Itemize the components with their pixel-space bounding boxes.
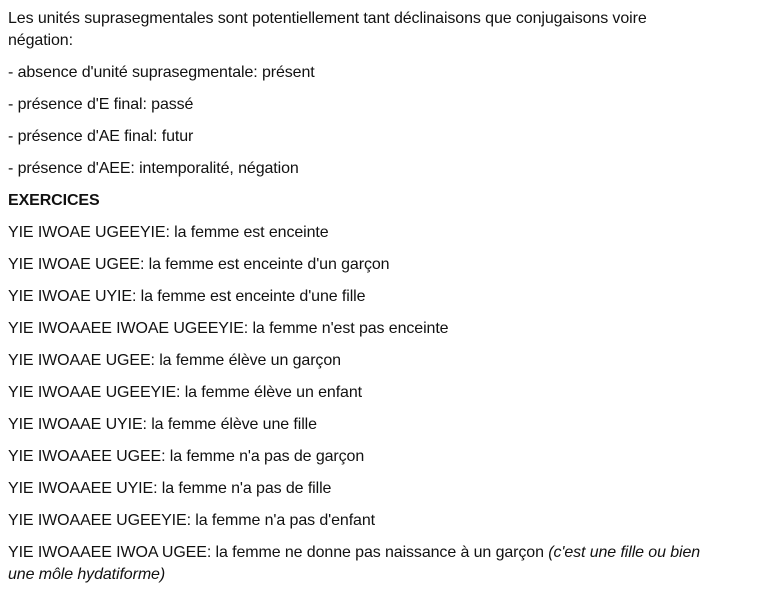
exercise-item: YIE IWOAAEE UYIE: la femme n'a pas de fille bbox=[8, 480, 332, 497]
exercise-last-note-part2: une môle hydatiforme) bbox=[8, 566, 166, 583]
exercise-item: YIE IWOAAEE UGEEYIE: la femme n'a pas d'enfant bbox=[8, 512, 376, 529]
exercise-item: YIE IWOAE UYIE: la femme est enceinte d'une fille bbox=[8, 288, 366, 305]
exercise-item: YIE IWOAAEE UGEE: la femme n'a pas de garçon bbox=[8, 448, 365, 465]
exercise-item: YIE IWOAAEE IWOAE UGEEYIE: la femme n'est pas enceinte bbox=[8, 320, 449, 337]
intro-line-2: négation: bbox=[8, 32, 73, 49]
exercise-item: YIE IWOAE UGEE: la femme est enceinte d'un garçon bbox=[8, 256, 390, 273]
exercise-last-note-part1: (c'est une fille ou bien bbox=[548, 544, 701, 561]
exercise-item: YIE IWOAE UGEEYIE: la femme est enceinte bbox=[8, 224, 329, 241]
exercise-last-main: YIE IWOAAEE IWOA UGEE: la femme ne donne pas naissance à un garçon bbox=[8, 544, 549, 561]
rule-present: - absence d'unité suprasegmentale: présent bbox=[8, 64, 315, 81]
exercises-heading: EXERCICES bbox=[8, 192, 100, 209]
exercise-item: YIE IWOAAE UGEEYIE: la femme élève un enfant bbox=[8, 384, 362, 401]
exercise-item: YIE IWOAAE UYIE: la femme élève une fille bbox=[8, 416, 317, 433]
rule-future: - présence d'AE final: futur bbox=[8, 128, 194, 145]
rule-past: - présence d'E final: passé bbox=[8, 96, 194, 113]
rule-timeless-negation: - présence d'AEE: intemporalité, négation bbox=[8, 160, 299, 177]
exercise-item-last bbox=[8, 542, 700, 564]
exercise-item: YIE IWOAAE UGEE: la femme élève un garçon bbox=[8, 352, 341, 369]
intro-line-1: Les unités suprasegmentales sont potentiellement tant déclinaisons que conjugaisons voire bbox=[8, 10, 647, 27]
